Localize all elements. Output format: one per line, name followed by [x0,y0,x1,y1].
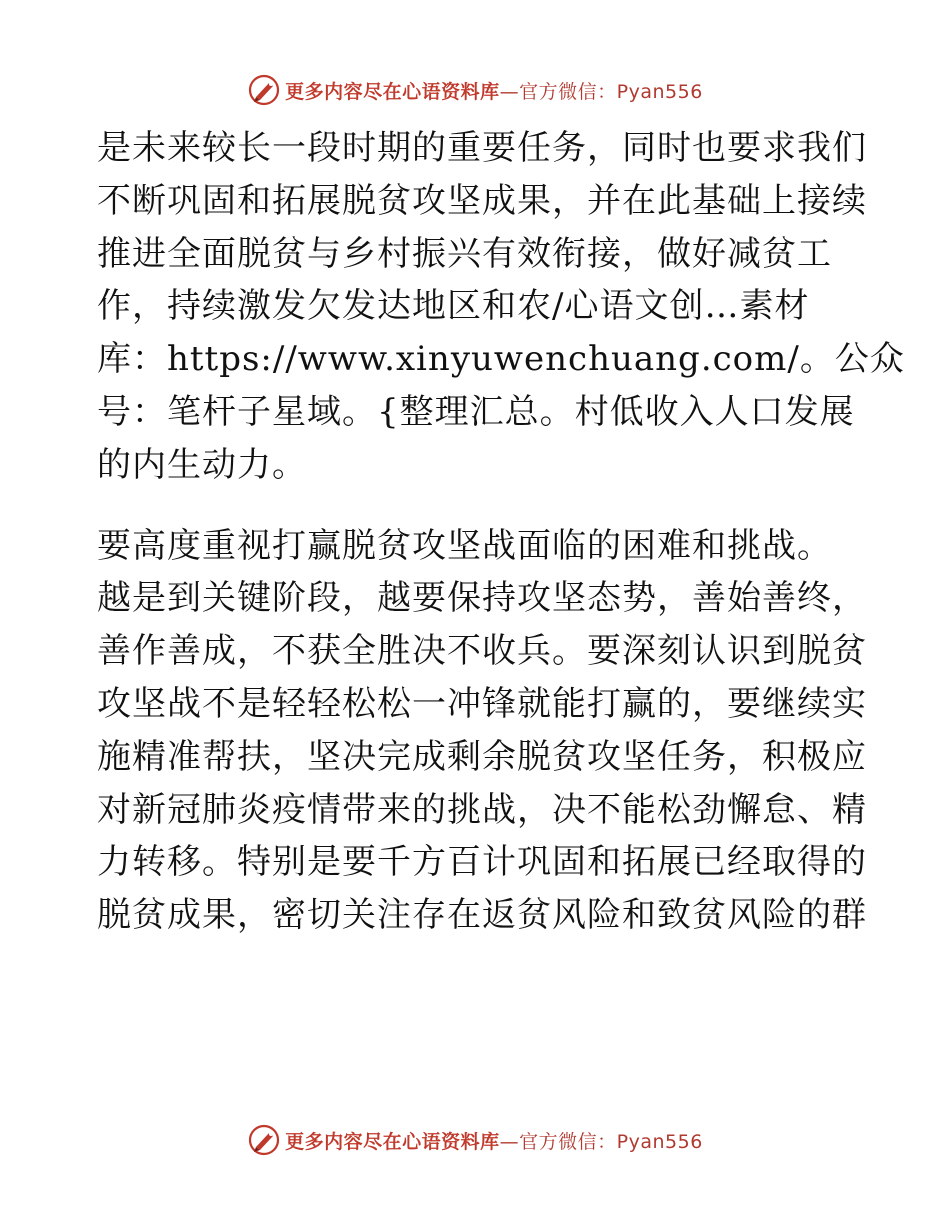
text-line: 攻坚战不是轻轻松松一冲锋就能打赢的，要继续实 [97,683,867,724]
footer-banner-text [285,1127,703,1154]
text-line: 号：笔杆子星域。{整理汇总。村低收入人口发展 [97,391,855,432]
header-banner-text [285,77,703,104]
text-line: 库：https://www.xinyuwenchuang.com/。公众 [97,339,905,380]
text-line: 是未来较长一段时期的重要任务，同时也要求我们 [97,128,867,168]
paragraph-1 [97,122,905,492]
text-line: 要高度重视打赢脱贫攻坚战面临的困难和挑战。 [97,525,832,566]
text-line: 的内生动力。 [97,444,307,485]
footer-banner-sub: —官方微信：Pyan556 [499,1130,703,1153]
text-line: 作，持续激发欠发达地区和农/心语文创…素材 [97,286,810,327]
text-line: 善作善成，不获全胜决不收兵。要深刻认识到脱贫 [97,631,867,672]
paragraph-spacer [97,492,857,520]
text-line: 不断巩固和拓展脱贫攻坚成果，并在此基础上接续 [97,180,867,221]
text-line: 力转移。特别是要千方百计巩固和拓展已经取得的 [97,842,867,883]
text-line: 越是到关键阶段，越要保持攻坚态势，善始善终， [97,578,867,619]
text-line: 脱贫成果，密切关注存在返贫风险和致贫风险的群 [97,895,867,936]
document-body [97,122,905,942]
text-line: 施精准帮扶，坚决完成剩余脱贫攻坚任务，积极应 [97,736,867,777]
footer-banner [0,1120,950,1160]
header-banner-sub: —官方微信：Pyan556 [499,80,703,103]
header-banner [0,70,950,110]
header-banner-main: 更多内容尽在心语资料库 [285,80,500,103]
paragraph-2 [97,520,867,942]
text-line: 对新冠肺炎疫情带来的挑战，决不能松劲懈怠、精 [97,789,867,830]
footer-banner-main: 更多内容尽在心语资料库 [285,1130,500,1153]
pen-logo-icon [247,73,281,107]
text-line: 推进全面脱贫与乡村振兴有效衔接，做好减贫工 [97,233,832,274]
pen-logo-icon [247,1123,281,1157]
